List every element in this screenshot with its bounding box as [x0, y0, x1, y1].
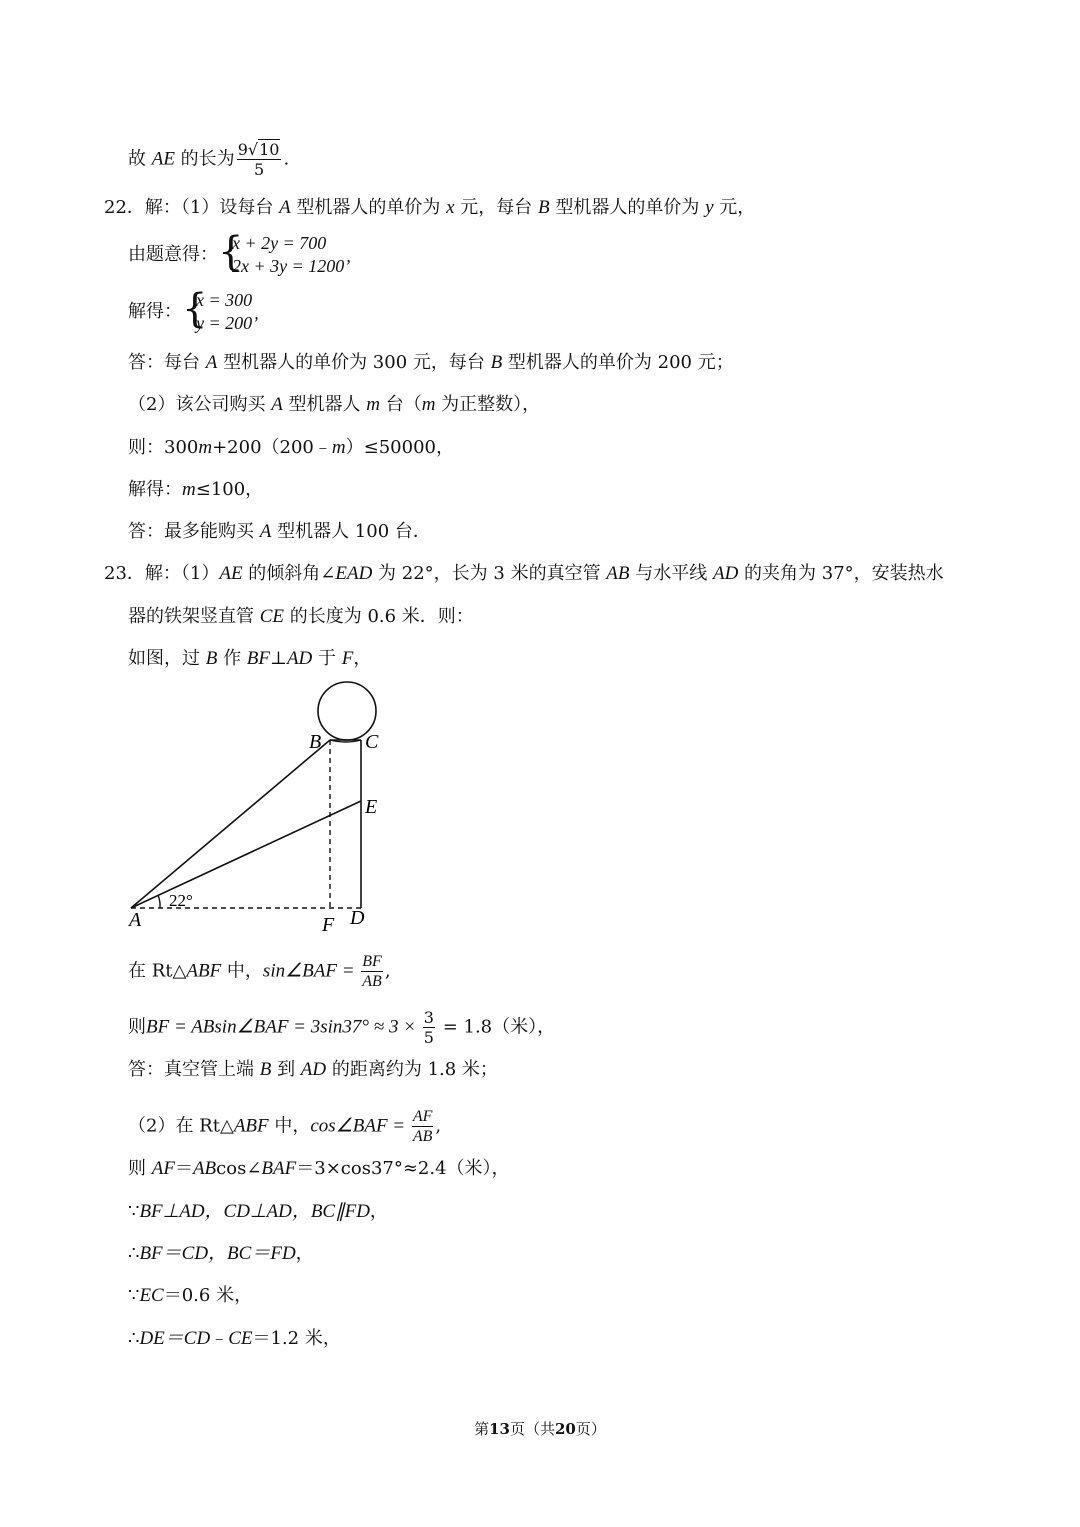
label-F: F	[322, 914, 335, 932]
solution-system: { x = 300 y = 200’	[182, 286, 259, 333]
geometry-figure	[120, 680, 400, 932]
therefore-equal: ∴BF＝CD，BC＝FD，	[128, 1243, 314, 1264]
answer-distance: 答：真空管上端 B 到 AD 的距离约为 1.8 米；	[128, 1059, 498, 1080]
label-B: B	[309, 731, 322, 753]
q23-line2: 器的铁架竖直管 CE 的长度为 0.6 米．则：	[128, 606, 474, 627]
three-fifths-fraction: $\frac{3}{5}$	[423, 1008, 434, 1047]
rt2-line: （2）在 Rt△ABF 中，cos∠BAF = $\frac{AF}{AB}$ ,	[128, 1108, 442, 1145]
equation-system: { x + 2y = 700 2x + 3y = 1200’	[218, 229, 351, 276]
label-C: C	[365, 731, 379, 753]
because-ec: ∵EC＝0.6 米，	[128, 1285, 253, 1306]
answer-max-count: 答：最多能购买 A 型机器人 100 台．	[128, 521, 431, 542]
q23-heading: 23．解：（1）AE 的倾斜角∠EAD 为 22°，长为 3 米的真空管 AB 与水平线 AD 的夹角为 37°，安装热水	[104, 563, 944, 584]
q22-heading: 22．解：（1）设每台 A 型机器人的单价为 x 元，每台 B 型机器人的单价为 y 元，	[104, 197, 756, 218]
ab-line	[131, 740, 330, 908]
bf-calculation: 则BF = ABsin∠BAF = 3sin37° ≈ 3 × $\frac{3}{5}$ = 1.8（米），	[128, 1008, 556, 1047]
page-footer: 第13页（共20页）	[474, 1420, 606, 1438]
answer-unit-price: 答：每台 A 型机器人的单价为 300 元，每台 B 型机器人的单价为 200 元；	[128, 352, 734, 373]
total-pages: 20	[555, 1420, 576, 1438]
bf-ab-fraction: $\frac{BF}{AB}$	[362, 953, 382, 990]
af-ab-fraction: $\frac{AF}{AB}$	[412, 1108, 433, 1145]
rt1-line: 在 Rt△ABF 中，sin∠BAF = $\frac{BF}{AB}$ ,	[128, 953, 391, 990]
label-E: E	[365, 796, 378, 818]
label-D: D	[350, 907, 365, 929]
ae-length-line: 故 AE 的长为 $\frac{9√10}{5}$ .	[128, 140, 290, 179]
part2-setup: （2）该公司购买 A 型机器人 m 台（m 为正整数），	[128, 394, 541, 415]
because-perpendicular: ∵BF⊥AD，CD⊥AD，BC∥FD，	[128, 1201, 388, 1222]
solution-system-line: 解得： { x = 300 y = 200’	[128, 286, 259, 333]
therefore-de: ∴DE＝CD﹣CE＝1.2 米，	[128, 1328, 341, 1349]
equation-system-line: 由题意得： { x + 2y = 700 2x + 3y = 1200’	[128, 229, 351, 276]
figure-intro: 如图，过 B 作 BF⊥AD 于 F，	[128, 648, 372, 669]
current-page-number: 13	[489, 1420, 510, 1438]
angle-arc	[158, 895, 160, 908]
label-A: A	[129, 909, 142, 931]
angle-label: 22°	[169, 891, 193, 910]
ae-fraction: $\frac{9√10}{5}$	[237, 140, 280, 179]
solve-line: 解得：m≤100，	[128, 479, 264, 500]
af-calculation: 则 AF＝ABcos∠BAF＝3×cos37°≈2.4（米），	[128, 1158, 510, 1179]
inequality-line: 则：300m+200（200﹣m）≤50000，	[128, 437, 454, 458]
ae-line	[131, 801, 361, 908]
